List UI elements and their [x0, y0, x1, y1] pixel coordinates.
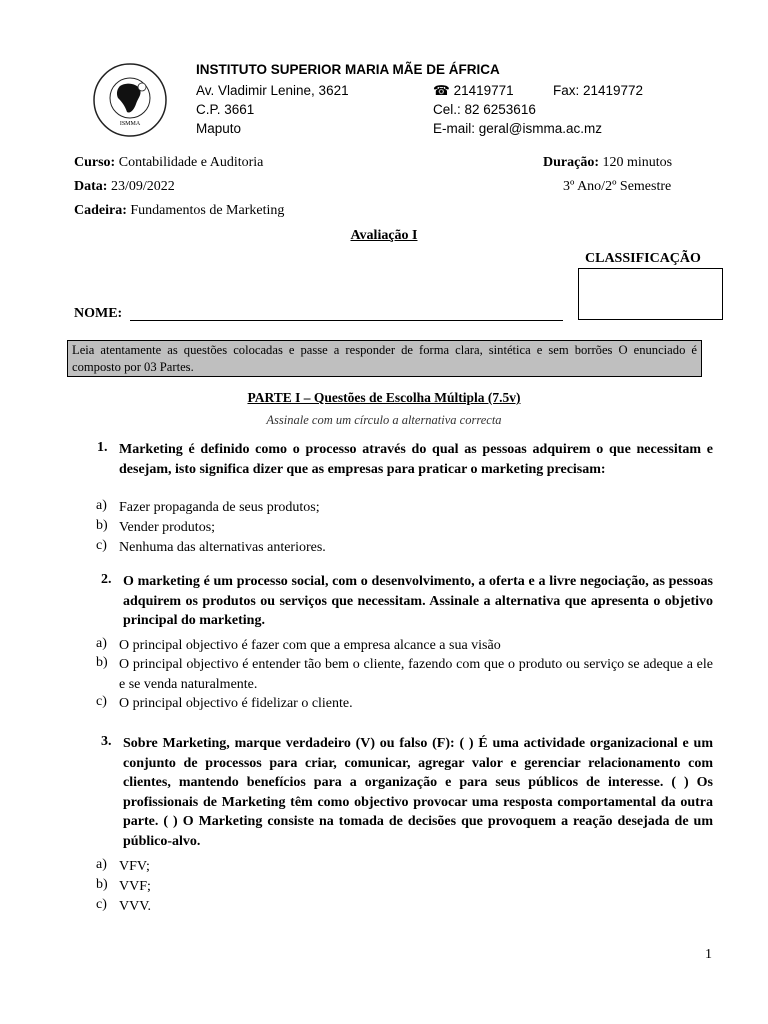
option-letter: b) — [96, 655, 108, 670]
subject-info — [74, 202, 284, 220]
option-letter: b) — [96, 877, 108, 892]
logo-text: ISMMA — [119, 121, 141, 127]
question-number: 2. — [101, 572, 112, 587]
date-label: Data: — [74, 179, 108, 194]
option-text: VVV. — [119, 899, 152, 914]
part-title: PARTE I – Questões de Escolha Múltipla (7.5v) — [247, 390, 521, 405]
name-label: NOME: — [74, 306, 123, 321]
option-text: O principal objectivo é fazer com que a empresa alcance a sua visão — [119, 638, 501, 653]
phone-number — [433, 81, 514, 100]
option-text: Nenhuma das alternativas anteriores. — [119, 540, 326, 555]
institute-name: INSTITUTO SUPERIOR MARIA MÃE DE ÁFRICA — [196, 62, 500, 77]
year-semester: 3º Ano/2º Semestre — [563, 179, 672, 194]
subject-value: Fundamentos de Marketing — [130, 203, 285, 218]
course-label: Curso: — [74, 155, 116, 170]
option-letter: a) — [96, 636, 107, 651]
subject-label: Cadeira: — [74, 203, 127, 218]
address-cp: C.P. 3661 — [196, 102, 255, 117]
option-letter: b) — [96, 518, 108, 533]
option-letter: c) — [96, 694, 107, 709]
option-text: O principal objectivo é fidelizar o cliente. — [119, 696, 353, 711]
date-value: 23/09/2022 — [110, 179, 175, 194]
duration-label: Duração: — [543, 155, 599, 170]
part-subtitle: Assinale com um círculo a alternativa correcta — [266, 413, 502, 427]
question-text: Sobre Marketing, marque verdadeiro (V) ou falso (F): ( ) É uma actividade organizacional e um conjunto de processos para criar, comunicar, agregar valor e gerenciar relacionamento com clientes, mantendo benefícios para a organização e para seus públicos de interesse. ( ) Os profissionais de Marketing têm como objectivo provocar uma resposta comportamental da outra parte. ( ) O Marketing consiste na tomada de decisões que provoquem a reação desejada de um público-alvo. — [123, 736, 713, 849]
page-number: 1 — [705, 947, 712, 962]
course-info — [74, 154, 263, 172]
phone-icon: ☎ — [433, 83, 450, 98]
question-number: 1. — [97, 440, 108, 455]
question-text: O marketing é um processo social, com o desenvolvimento, a oferta e a livre negociação, as pessoas adquirem os produtos ou serviços que necessitam. Assinale a alternativa que apresenta o objetivo principal do marketing. — [123, 574, 713, 628]
option-text: O principal objectivo é entender tão bem o cliente, fazendo com que o produto ou serviço se adeque a ele e se venda naturalmente. — [119, 657, 713, 692]
classification-box — [578, 268, 723, 320]
option-text: Fazer propaganda de seus produtos; — [119, 500, 320, 515]
institute-logo — [92, 62, 168, 138]
name-field-line — [130, 320, 563, 321]
date-info — [74, 178, 175, 196]
option-text: Vender produtos; — [119, 520, 216, 535]
evaluation-title: Avaliação I — [350, 228, 418, 243]
duration-info — [543, 154, 672, 172]
option-text: VVF; — [119, 879, 151, 894]
phone-value: 21419771 — [453, 83, 514, 98]
fax-number: Fax: 21419772 — [553, 83, 644, 98]
option-letter: c) — [96, 897, 107, 912]
email-address: E-mail: geral@ismma.ac.mz — [433, 121, 602, 136]
option-letter: a) — [96, 857, 107, 872]
question-number: 3. — [101, 734, 112, 749]
duration-value: 120 minutos — [602, 155, 673, 170]
address-city: Maputo — [196, 121, 242, 136]
option-text: VFV; — [119, 859, 150, 874]
option-letter: c) — [96, 538, 107, 553]
course-value: Contabilidade e Auditoria — [118, 155, 264, 170]
cell-number: Cel.: 82 6253616 — [433, 102, 536, 117]
question-text: Marketing é definido como o processo através do qual as pessoas adquirem o que necessitam e desejam, isto significa dizer que as empresas para praticar o marketing precisam: — [119, 442, 713, 477]
option-letter: a) — [96, 498, 107, 513]
address-street: Av. Vladimir Lenine, 3621 — [196, 83, 349, 98]
instructions-box: Leia atentamente as questões colocadas e passe a responder de forma clara, sintética e sem borrões O enunciado é composto por 03 Partes. — [67, 340, 702, 377]
classification-label: CLASSIFICAÇÃO — [585, 251, 701, 266]
